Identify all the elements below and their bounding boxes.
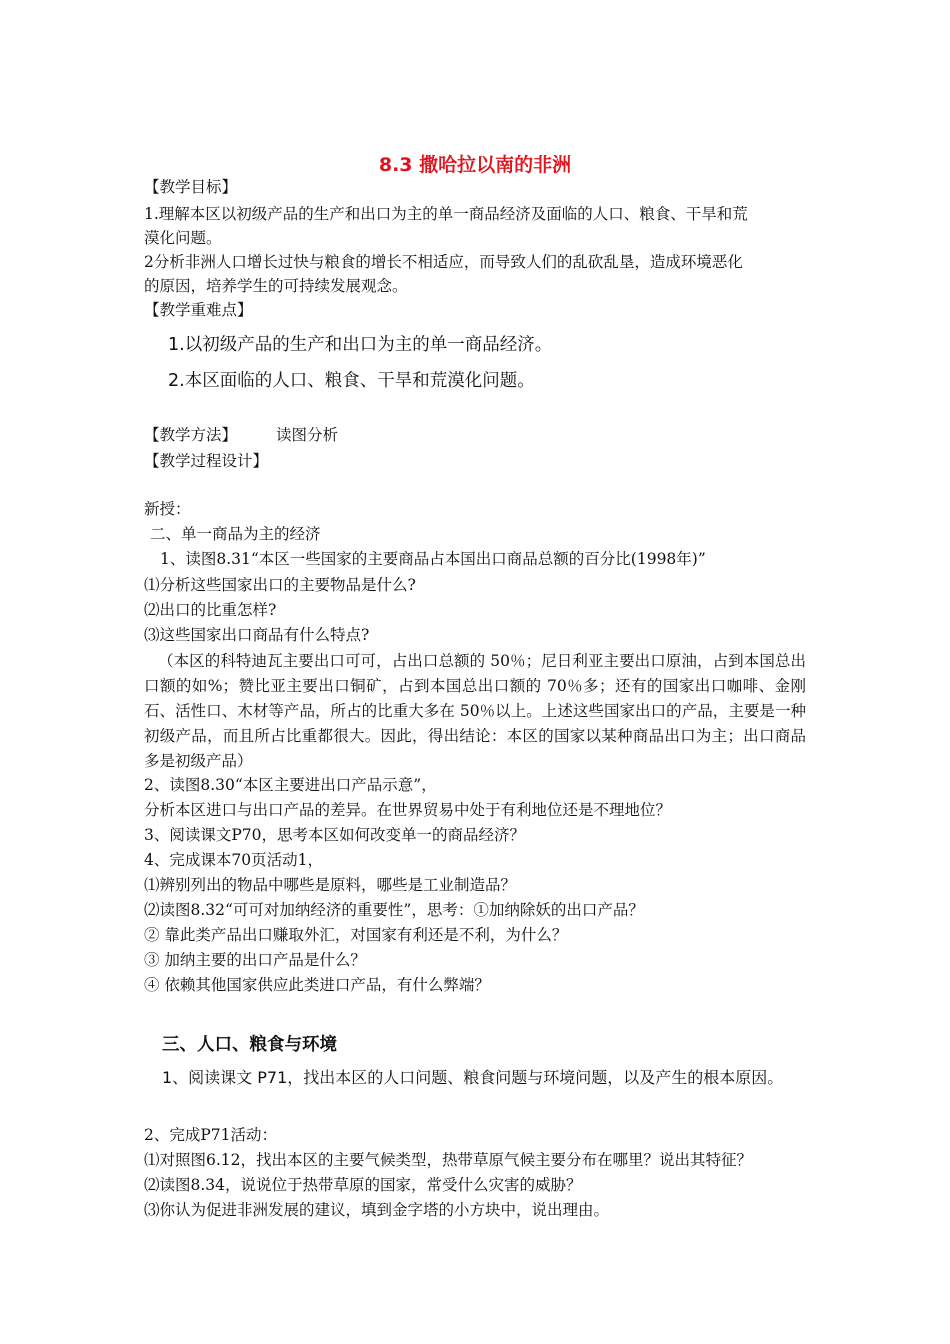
key-point-1: 1.以初级产品的生产和出口为主的单一商品经济。	[168, 335, 553, 355]
part-2-item-4e: ④ 依赖其他国家供应此类进口产品，有什么弊端？	[144, 976, 490, 994]
part-2-item-4c: ② 靠此类产品出口赚取外汇，对国家有利还是不利，为什么？	[144, 926, 568, 944]
export-analysis-paragraph: （本区的科特迪瓦主要出口可可，占出口总额的 50％；尼日利亚主要出口原油，占到本国总出口额的如%；赞比亚主要出口铜矿，占到本国总出口额的 70％多；还有的国家出口咖啡、金刚石、活性口、木材等产品，所占的比重大多在 50％以上。上述这些国家出口的产品，主要是一种初级产品，而且所占比重都很大。因此，得出结论：本区的国家以某种商品出口为主；出口商品多是初级产品）	[144, 652, 806, 770]
part-2-item-2: 2、读图8.30“本区主要进出口产品示意”，	[144, 776, 437, 794]
new-lesson-label: 新授：	[144, 500, 191, 518]
part-2-item-4a: ⑴辨别列出的物品中哪些是原料，哪些是工业制造品？	[144, 876, 517, 894]
method-value: 读图分析	[276, 426, 339, 444]
part-2-item-1c: ⑶这些国家出口商品有什么特点?	[144, 626, 370, 644]
goal-1-line-1: 1.理解本区以初级产品的生产和出口为主的单一商品经济及面临的人口、粮食、干旱和荒	[144, 205, 748, 223]
key-points-heading: 【教学重难点】	[144, 301, 253, 319]
part-3-item-1: 1、阅读课文 P71，找出本区的人口问题、粮食问题与环境问题，以及产生的根本原因。	[162, 1068, 784, 1087]
part-3-item-2: 2、完成P71活动：	[144, 1126, 278, 1144]
part-2-item-4b: ⑵读图8.32“可可对加纳经济的重要性”，思考：①加纳除妖的出口产品？	[144, 901, 644, 919]
part-2-item-3: 3、阅读课文P70，思考本区如何改变单一的商品经济？	[144, 826, 526, 844]
part-3-item-2c: ⑶你认为促进非洲发展的建议，填到金字塔的小方块中，说出理由。	[144, 1201, 610, 1219]
goal-1-line-2: 漠化问题。	[144, 229, 222, 247]
goal-2-line-2: 的原因，培养学生的可持续发展观念。	[144, 277, 408, 295]
part-2-item-2a: 分析本区进口与出口产品的差异。在世界贸易中处于有利地位还是不理地位？	[144, 801, 672, 819]
part-2-heading: 二、单一商品为主的经济	[150, 525, 321, 543]
part-2-item-4d: ③ 加纳主要的出口产品是什么？	[144, 951, 366, 969]
key-point-2: 2.本区面临的人口、粮食、干旱和荒漠化问题。	[168, 371, 535, 391]
part-3-item-2b: ⑵读图8.34，说说位于热带草原的国家，常受什么灾害的威胁？	[144, 1176, 582, 1194]
method-heading: 【教学方法】	[144, 426, 238, 444]
part-2-item-1: 1、读图8.31“本区一些国家的主要商品占本国出口商品总额的百分比(1998年)”	[160, 550, 706, 568]
part-2-item-1b: ⑵出口的比重怎样?	[144, 601, 277, 619]
goal-2-line-1: 2分析非洲人口增长过快与粮食的增长不相适应，而导致人们的乱砍乱垦，造成环境恶化	[144, 253, 743, 271]
part-2-item-4: 4、完成课本70页活动1，	[144, 851, 323, 869]
goals-heading: 【教学目标】	[144, 178, 238, 196]
process-heading: 【教学过程设计】	[144, 452, 269, 470]
part-2-item-1a: ⑴分析这些国家出口的主要物品是什么?	[144, 576, 416, 594]
page-title: 8.3 撒哈拉以南的非洲	[378, 154, 572, 176]
part-3-heading: 三、人口、粮食与环境	[162, 1035, 337, 1055]
part-3-item-2a: ⑴对照图6.12，找出本区的主要气候类型，热带草原气候主要分布在哪里？说出其特征？	[144, 1151, 753, 1169]
